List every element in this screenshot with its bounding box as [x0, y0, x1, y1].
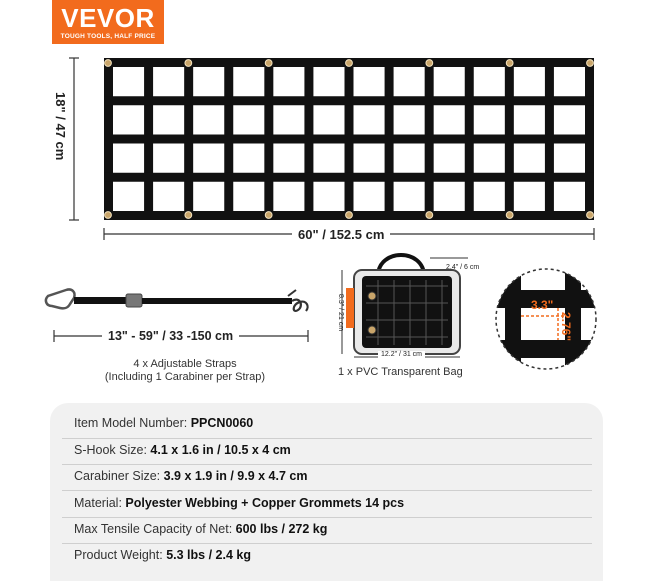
divider [62, 490, 592, 491]
grommet-icon [426, 212, 433, 219]
spec-row: Product Weight: 5.3 lbs / 2.4 kg [74, 548, 251, 562]
pvc-bag [346, 255, 460, 354]
carabiner-icon [46, 289, 75, 308]
grommet-icon [506, 60, 513, 67]
strap-caption-line1: 4 x Adjustable Straps [133, 358, 237, 370]
spec-row: S-Hook Size: 4.1 x 1.6 in / 10.5 x 4 cm [74, 443, 291, 457]
grommet-icon [185, 212, 192, 219]
spec-row: Material: Polyester Webbing + Copper Grommets 14 pcs [74, 496, 405, 510]
grommet-icon [265, 212, 272, 219]
divider [62, 438, 592, 439]
cargo-net [104, 58, 594, 220]
adjustable-strap [46, 289, 308, 311]
net-horizontal-strap [104, 135, 594, 144]
grommet-icon [587, 212, 594, 219]
brand-tagline: TOUGH TOOLS, HALF PRICE [60, 33, 156, 40]
grommet-icon [185, 60, 192, 67]
bag-caption: 1 x PVC Transparent Bag [338, 366, 463, 378]
bag-tag [346, 288, 354, 328]
square-height-label: 2.76" [559, 312, 573, 342]
spec-row: Item Model Number: PPCN0060 [74, 416, 254, 430]
square-width-label: 3.3" [531, 298, 554, 312]
bag-height-label: 8.3" / 21 cm [337, 294, 344, 332]
net-height-label: 18" / 47 cm [53, 92, 68, 161]
grommet-icon [265, 60, 272, 67]
cam-buckle-icon [126, 294, 142, 307]
divider [62, 517, 592, 518]
divider [62, 543, 592, 544]
height-dimension-line [69, 58, 79, 220]
strap-caption-line2: (Including 1 Carabiner per Strap) [104, 371, 266, 383]
bag-depth-label: 2.4" / 6 cm [446, 264, 480, 271]
grommet-icon [346, 60, 353, 67]
grommet-icon [346, 212, 353, 219]
strap-webbing [74, 297, 126, 304]
divider [62, 464, 592, 465]
grommet-icon [105, 60, 112, 67]
spec-row: Carabiner Size: 3.9 x 1.9 in / 9.9 x 4.7 cm [74, 469, 308, 483]
net-horizontal-strap [104, 96, 594, 105]
bag-width-label: 12.2" / 31 cm [378, 351, 425, 358]
grommet-icon [105, 212, 112, 219]
net-square-detail [490, 260, 610, 380]
brand-name: VEVOR [61, 3, 155, 33]
net-horizontal-strap [104, 173, 594, 182]
grommet-icon [506, 212, 513, 219]
spec-row: Max Tensile Capacity of Net: 600 lbs / 272 kg [74, 522, 328, 536]
strap-length-label: 13" - 59" / 33 -150 cm [102, 329, 239, 343]
net-width-label: 60" / 152.5 cm [292, 227, 390, 242]
grommet-icon [426, 60, 433, 67]
grommet-icon [587, 60, 594, 67]
s-hook-icon [292, 300, 308, 311]
